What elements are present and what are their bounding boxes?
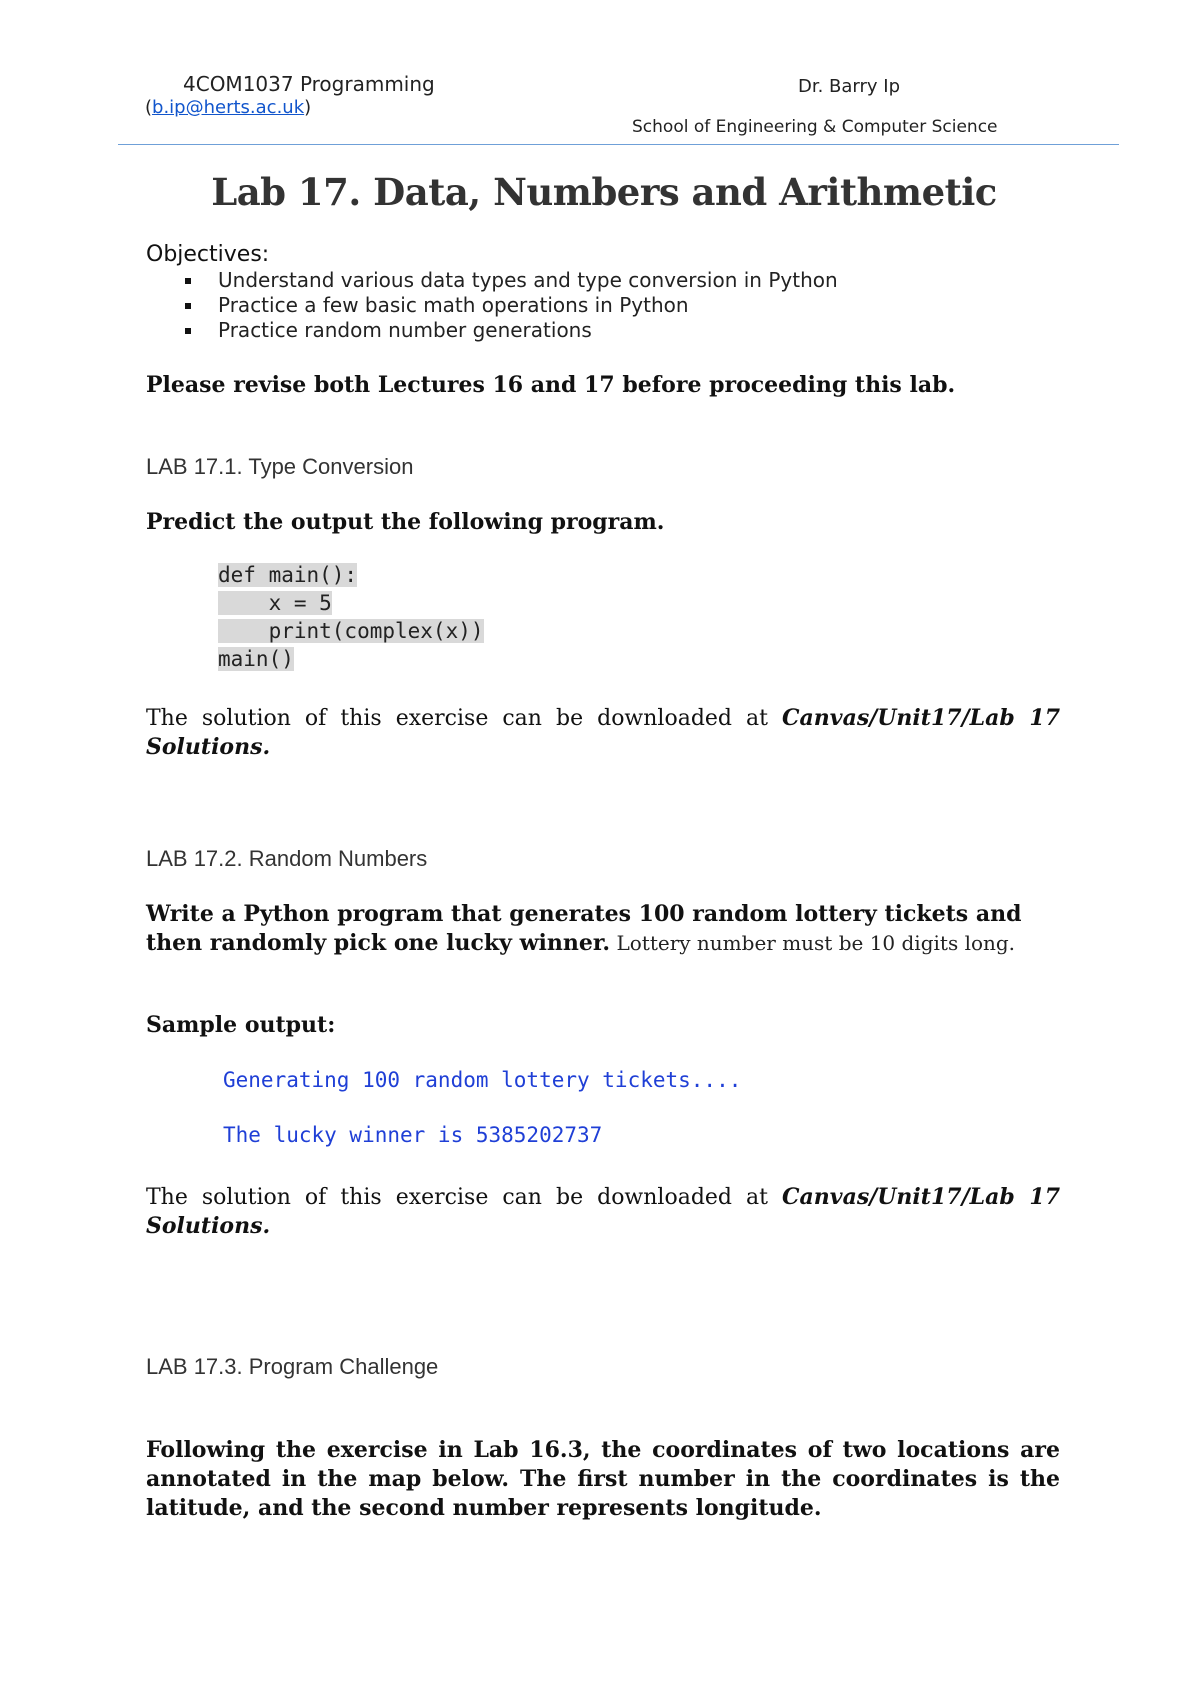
header-course: 4COM1037 Programming <box>183 72 435 96</box>
objective-text: Practice a few basic math operations in Python <box>218 293 689 317</box>
objective-item <box>146 293 838 318</box>
lab2-instruction-bold: Write a Python program that generates 100 random lottery tickets and then randomly pick one lucky winner. <box>146 901 1022 956</box>
code-line-text: main() <box>218 647 294 671</box>
objective-text: Understand various data types and type conversion in Python <box>218 268 838 292</box>
objectives-list <box>146 268 838 343</box>
lab2-solution-note <box>146 1183 1060 1241</box>
objective-item <box>146 318 838 343</box>
email-open-paren: ( <box>145 97 153 118</box>
lab1-heading: LAB 17.1. Type Conversion <box>146 454 414 479</box>
lab1-instruction-text: Predict the output the following program. <box>146 509 665 535</box>
page-title: Lab 17. Data, Numbers and Arithmetic <box>211 170 997 214</box>
code-line <box>218 645 484 673</box>
lab2-instruction-normal: Lottery number must be 10 digits long. <box>610 931 1016 955</box>
sample-output-line: Generating 100 random lottery tickets.... <box>223 1068 742 1092</box>
objective-item <box>146 268 838 293</box>
code-line <box>218 561 484 589</box>
lab1-instruction <box>146 508 1060 537</box>
lab3-paragraph-text: Following the exercise in Lab 16.3, the coordinates of two locations are annotated in the map below. The first number in the coordinates is the latitude, and the second number represents longitude. <box>146 1437 1060 1521</box>
header-email-line <box>145 97 311 118</box>
lab3-heading: LAB 17.3. Program Challenge <box>146 1354 439 1379</box>
email-close-paren: ) <box>304 97 312 118</box>
sample-output-heading-text: Sample output: <box>146 1012 336 1038</box>
lab1-code-block <box>218 561 484 673</box>
lab2-instruction <box>146 900 1060 958</box>
square-bullet-icon <box>185 278 191 284</box>
lab2-solution-path: Canvas/Unit17/Lab 17 Solutions. <box>146 1184 1061 1239</box>
code-line-text: print(complex(x)) <box>218 619 484 643</box>
email-link[interactable]: b.ip@herts.ac.uk <box>152 97 305 118</box>
objective-text: Practice random number generations <box>218 318 592 342</box>
lab3-paragraph <box>146 1436 1060 1523</box>
revise-note: Please revise both Lectures 16 and 17 before proceeding this lab. <box>146 372 956 398</box>
square-bullet-icon <box>185 328 191 334</box>
square-bullet-icon <box>185 303 191 309</box>
code-line-text: x = 5 <box>218 591 332 615</box>
sample-output-line: The lucky winner is 5385202737 <box>223 1123 603 1147</box>
objectives-heading: Objectives: <box>146 242 270 267</box>
lab1-solution-path: Canvas/Unit17/Lab 17 Solutions. <box>146 705 1061 760</box>
sample-output-heading <box>146 1011 1060 1040</box>
lab1-solution-prefix: The solution of this exercise can be downloaded at <box>146 706 783 731</box>
code-line <box>218 589 484 617</box>
lab1-solution-note <box>146 704 1060 762</box>
header-author: Dr. Barry Ip <box>798 76 901 97</box>
code-line-text: def main(): <box>218 563 358 587</box>
lab2-heading: LAB 17.2. Random Numbers <box>146 846 428 871</box>
code-line <box>218 617 484 645</box>
lab2-solution-prefix: The solution of this exercise can be downloaded at <box>146 1185 783 1210</box>
header-school: School of Engineering & Computer Science <box>632 117 998 137</box>
header-divider <box>118 144 1119 145</box>
